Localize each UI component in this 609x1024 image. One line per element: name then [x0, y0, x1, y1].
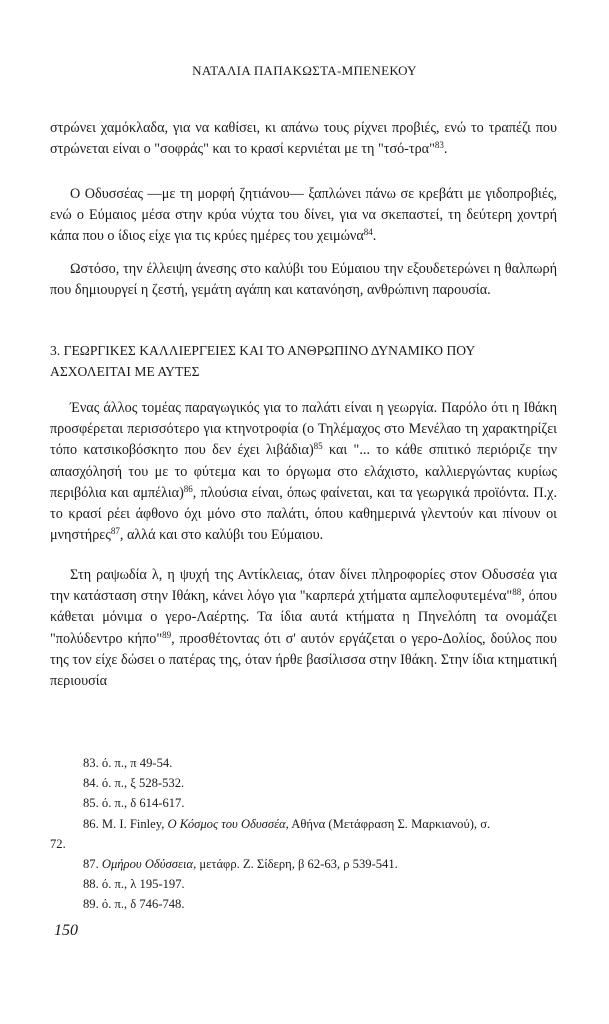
- paragraph-1: [50, 118, 557, 160]
- paragraph-3: [50, 259, 557, 301]
- footnote-86: [50, 814, 557, 834]
- section-heading: 3. ΓΕΩΡΓΙΚΕΣ ΚΑΛΛΙΕΡΓΕΙΕΣ ΚΑΙ ΤΟ ΑΝΘΡΩΠΙΝΟ ΔΥΝΑΜΙΚΟ ΠΟΥ ΑΣΧΟΛΕΙΤΑΙ ΜΕ ΑΥΤΕΣ: [50, 343, 475, 379]
- paragraph-text: , προσθέτοντας ότι σ' αυτόν εργάζεται ο γερο-Δολίος, δούλος που της τον είχε δώσει ο πατέρας της, όταν ήρθε βασίλισσα στην Ιθάκη. Στην ίδια κτηματική περιουσία: [50, 630, 557, 690]
- footnote-text: 86. M. I. Finley,: [83, 816, 168, 831]
- section-paragraph-2: [50, 565, 557, 692]
- paragraph-text: , αλλά και στο καλύβι του Εύμαιου.: [119, 527, 324, 544]
- running-head: ΝΑΤΑΛΙΑ ΠΑΠΑΚΩΣΤΑ-ΜΠΕΝΕΚΟΥ: [192, 63, 417, 78]
- section-paragraph-1: [50, 398, 557, 546]
- footnote-text: 87.: [83, 857, 102, 872]
- book-title: Ο Κόσμος του Οδυσσέα: [167, 816, 286, 831]
- paragraph-2: [50, 184, 557, 248]
- footnotes: [50, 753, 557, 915]
- footnote-87: [50, 854, 557, 874]
- footnote-83: 83. ό. π., π 49-54.: [83, 756, 173, 770]
- paragraph-text: Στη ραψωδία λ, η ψυχή της Αντίκλειας, όταν δίνει πληροφορίες στον Οδυσσέα για την κατάσταση στην Ιθάκη, κάνει λόγο για "καρπερά χτήματα αμπελοφυτεμένα": [50, 567, 557, 605]
- footnote-86-continuation: 72.: [50, 836, 66, 851]
- paragraph-text: , όπου κάθεται μόνιμα ο γερο-Λαέρτης. Τα ίδια αυτά κτήματα η Πηνελόπη τα ονομάζει "πολύδεντρο κήπο": [50, 588, 557, 647]
- punctuation: .: [372, 228, 377, 245]
- footnote-84: 84. ό. π., ξ 528-532.: [83, 776, 185, 791]
- book-title: Ομήρου Οδύσσεια: [101, 857, 194, 872]
- paragraph-text: στρώνει χαμόκλαδα, για να καθίσει, κι απάνω τους ρίχνει προβιές, ενώ το τραπέζι που στρώνεται είναι ο "σοφράς" και το κρασί κερνιέται με τη "τσό-τρα": [50, 120, 557, 158]
- paragraph-text: Ωστόσο, την έλλειψη άνεσης στο καλύβι του Εύμαιου την εξουδετερώνει η θαλπωρή που δημιουργεί η ζεστή, γεμάτη αγάπη και κατανόηση, ανθρώπινη παρουσία.: [50, 261, 557, 299]
- punctuation: .: [443, 141, 448, 158]
- footnote-ref: 83: [434, 140, 444, 151]
- footnote-text: , μετάφρ. Ζ. Σίδερη, β 62-63, ρ 539-541.: [193, 857, 398, 872]
- footnote-ref: 87: [110, 526, 120, 537]
- page-number: 150: [54, 922, 78, 939]
- footnote-ref: 84: [363, 227, 373, 238]
- footnote-88: 88. ό. π., λ 195-197.: [83, 877, 185, 892]
- footnote-ref: 89: [162, 629, 172, 640]
- paragraph-text: , πλούσια είναι, όπως φαίνεται, και τα γεωργικά προϊόντα. Π.χ. το κρασί ρέει άφθονο όχι μόνο στο παλάτι, όπου καθημερινά γλεντούν και πίνουν οι μνηστήρες: [50, 484, 557, 544]
- paragraph-text: Ο Οδυσσέας —με τη μορφή ζητιάνου— ξαπλώνει πάνω σε κρεβάτι με γιδοπροβιές, ενώ ο Εύμαιος μέσα στην κρύα νύχτα του δίνει, για να σκεπαστεί, τη δεύτερη χοντρή κάπα που ο ίδιος είχε για τις κρύες ημέρες του χειμώνα: [50, 186, 557, 245]
- footnote-ref: 86: [183, 483, 193, 494]
- footnote-ref: 85: [313, 441, 323, 452]
- footnote-text: , Αθήνα (Μετάφραση Σ. Μαρκιανού), σ.: [285, 816, 491, 831]
- footnote-85: 85. ό. π., δ 614-617.: [83, 796, 185, 811]
- footnote-ref: 88: [512, 587, 522, 598]
- footnote-89: 89. ό. π., δ 746-748.: [83, 897, 185, 912]
- paragraph-text: Ένας άλλος τομέας παραγωγικός για το παλάτι είναι η γεωργία. Παρόλο ότι η Ιθάκη προσφέρεται περισσότερο για κτηνοτροφία (ο Τηλέμαχος στο Μενέλαο τη χαρακτηρίζει τόπο κατσικοβόσκητο που δεν έχει λιβάδια): [50, 400, 557, 459]
- paragraph-text: και "... το κάθε σπιτικό περιόριζε την απασχόλησή του με το φύτεμα και το όργωμα στο ελάχιστο, καλλιεργώντας κυρίως περιβόλια και αμπέλια): [50, 442, 557, 501]
